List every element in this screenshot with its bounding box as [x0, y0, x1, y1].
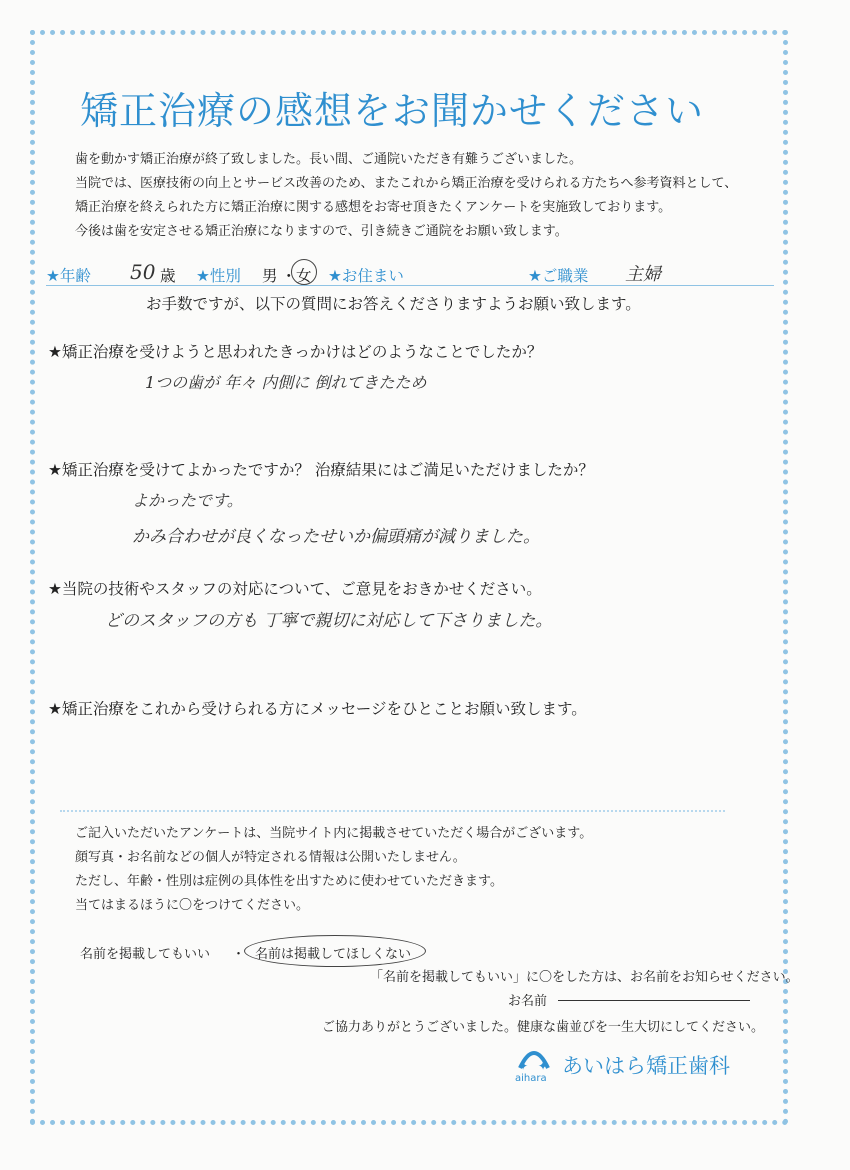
sex-label: ★性別	[196, 267, 241, 285]
intro-line: 当院では、医療技術の向上とサービス改善のため、またこれから矯正治療を受けられる方たちへ参考資料として、	[75, 176, 738, 191]
name-request-text: 「名前を掲載してもいい」に〇をした方は、お名前をお知らせください。	[370, 970, 799, 985]
name-label: お名前	[508, 994, 548, 1009]
svg-text:✦: ✦	[518, 1059, 529, 1073]
choice-no-publish-name[interactable]: 名前は掲載してほしくない	[255, 947, 412, 962]
question-2: ★矯正治療を受けてよかったですか？ 治療結果にはご満足いただけましたか？	[48, 461, 594, 479]
sex-female[interactable]: 女	[296, 267, 312, 285]
sex-separator: ・	[281, 267, 297, 285]
note-line: 当てはまるほうに〇をつけてください。	[75, 898, 310, 913]
sex-male[interactable]: 男	[262, 267, 278, 285]
answer-3-line-1[interactable]: どのスタッフの方も 丁寧で親切に対応して下さりました。	[105, 611, 553, 631]
note-line: ただし、年齢・性別は症例の具体性を出すために使わせていただきます。	[75, 874, 503, 889]
answer-1-line-1[interactable]: 1つの歯が 年々 内側に 倒れてきたため	[145, 373, 427, 392]
intro-line: 歯を動かす矯正治療が終了致しました。長い間、ご通院いただき有難うございました。	[75, 152, 583, 167]
question-1: ★矯正治療を受けようと思われたきっかけはどのようなことでしたか？	[48, 343, 543, 361]
age-unit: 歳	[160, 267, 176, 285]
age-label: ★年齢	[46, 267, 91, 285]
answer-2-line-1[interactable]: よかったです。	[132, 491, 243, 510]
address-label: ★お住まい	[328, 267, 404, 285]
request-text: お手数ですが、以下の質問にお答えくださりますようお願い致します。	[146, 295, 641, 313]
name-field[interactable]	[558, 1000, 750, 1001]
job-label: ★ご職業	[528, 267, 589, 285]
question-3: ★当院の技術やスタッフの対応について、ご意見をおきかせください。	[48, 580, 542, 598]
intro-line: 矯正治療を終えられた方に矯正治療に関する感想をお寄せ頂きたくアンケートを実施致しております。	[75, 200, 672, 215]
svg-text:aihara: aihara	[515, 1073, 547, 1082]
female-circle-mark	[291, 259, 317, 285]
section-divider	[60, 810, 725, 812]
choice-circle-mark	[244, 935, 426, 967]
question-4: ★矯正治療をこれから受けられる方にメッセージをひとことお願い致します。	[48, 700, 587, 718]
page-title: 矯正治療の感想をお聞かせください	[80, 89, 705, 133]
intro-line: 今後は歯を安定させる矯正治療になりますので、引き続きご通院をお願い致します。	[75, 224, 568, 239]
clinic-logo	[512, 1040, 556, 1086]
svg-text:✦: ✦	[538, 1059, 549, 1073]
answer-2-line-2[interactable]: かみ合わせが良くなったせいか偏頭痛が減りました。	[132, 527, 540, 547]
thanks-text: ご協力ありがとうございました。健康な歯並びを一生大切にしてください。	[322, 1020, 765, 1035]
note-line: ご記入いただいたアンケートは、当院サイト内に掲載させていただく場合がございます。	[75, 826, 593, 841]
clinic-name: あいはら矯正歯科	[562, 1054, 730, 1078]
job-value[interactable]: 主婦	[625, 264, 661, 285]
choice-publish-name[interactable]: 名前を掲載してもいい	[80, 947, 211, 962]
age-value[interactable]: 50	[130, 260, 156, 284]
choice-separator: ・	[232, 947, 246, 962]
profile-underline	[46, 285, 774, 286]
tooth-star-icon	[512, 1040, 556, 1082]
note-line: 顔写真・お名前などの個人が特定される情報は公開いたしません。	[75, 850, 466, 865]
